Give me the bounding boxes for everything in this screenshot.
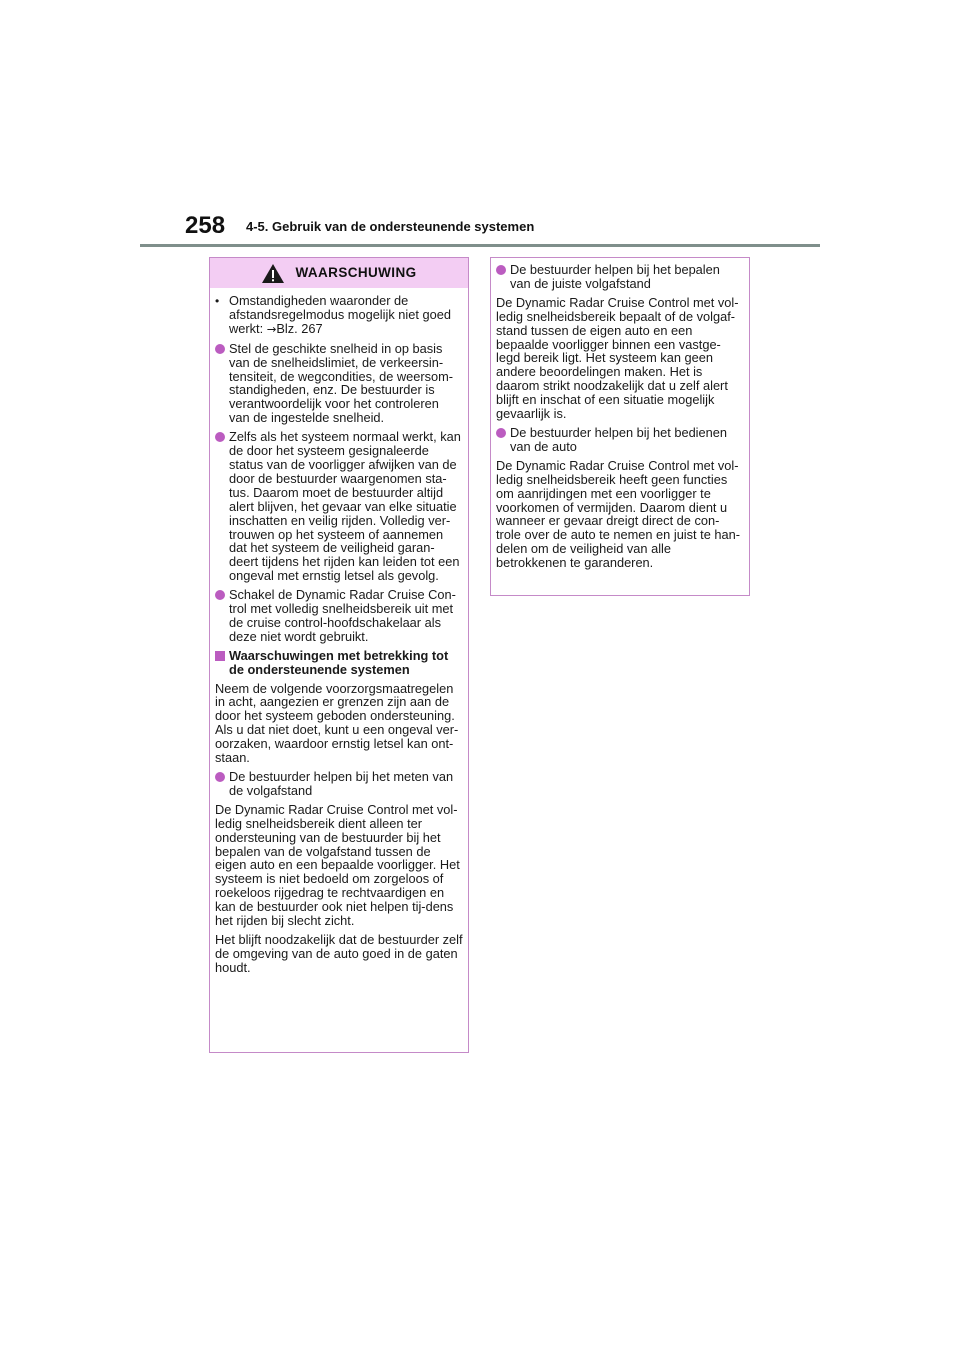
item-text: De bestuurder helpen bij het meten van de volgafstand: [229, 769, 454, 798]
header-rule: [140, 244, 820, 247]
dot-marker: [215, 588, 229, 644]
list-item: [496, 263, 744, 291]
warning-title: WAARSCHUWING: [295, 265, 417, 281]
paragraph: Het blijft noodzakelijk dat de bestuurder zelf de omgeving van de auto goed in de gaten houdt.: [215, 931, 463, 975]
item-text: De bestuurder helpen bij het bepalen van de juiste volgafstand: [510, 262, 720, 291]
list-item: [215, 342, 463, 425]
dot-marker: [215, 342, 229, 425]
page-reference: Blz. 267: [276, 320, 323, 336]
bullet-marker: •: [215, 294, 220, 308]
list-item: [215, 588, 463, 644]
dot-marker: [215, 770, 229, 798]
warning-box: [209, 257, 469, 1053]
warning-content-continued: [491, 258, 749, 570]
dot-marker: [496, 263, 510, 291]
item-text: Zelfs als het systeem normaal werkt, kan de door het systeem gesignaleerde status van de voorligger afwijken van de door de bestuurder waargenomen sta-tus. Daarom moet de bestuurder altijd alert blijven, het gevaar van elke situatie inschatten en veilig rijden. Volledig ver-trouwen op het systeem of aannemen dat het systeem de veiligheid garan-deert tijdens het rijden kan leiden tot een ongeval met ernstig letsel als gevolg.: [229, 429, 461, 584]
warning-content: [210, 288, 468, 975]
item-text: Stel de geschikte snelheid in op basis van de snelheidslimiet, de verkeersin-tensiteit, de wegcondities, de weersom-standigheden, enz. De bestuurder is verantwoordelijk voor het controleren van de ingestelde snelheid.: [229, 340, 454, 426]
paragraph: De Dynamic Radar Cruise Control met vol-ledig snelheidsbereik dient alleen ter ondersteuning van de bestuurder bij het bepalen van de volgafstand tussen de eigen auto en een bepaalde voorligger. Het systeem is niet bedoeld om zorgeloos of roekeloos rijgedrag te rechtvaardigen en kan de bestuurder ook niet helpen tij-dens het rijden bij slecht zicht.: [215, 801, 460, 929]
paragraph: De Dynamic Radar Cruise Control met vol-ledig snelheidsbereik heeft geen functies om aanrijdingen met een voorligger te voorkomen of vermijden. Daarom dient u wanneer er gevaar dreigt direct de con-trole over de auto te nemen en juist te han-delen om de veiligheid van alle betrokkenen te garanderen.: [496, 457, 741, 571]
list-item: [215, 770, 463, 798]
section-heading-text: Waarschuwingen met betrekking tot de ondersteunende systemen: [229, 647, 449, 677]
paragraph: Neem de volgende voorzorgsmaatregelen in acht, aangezien er grenzen zijn aan de door het systeem geboden ondersteuning. Als u dat niet doet, kunt u een ongeval ver-oorzaken, waardoor ernstig letsel kan ont-staan.: [215, 680, 459, 766]
item-text: De bestuurder helpen bij het bedienen van de auto: [510, 424, 727, 454]
paragraph: De Dynamic Radar Cruise Control met vol-ledig snelheidsbereik bepaalt of de volgaf-stand tussen de eigen auto en een bepaalde voorligger binnen een vastge-legd bereik ligt. Het systeem kan geen andere beoordelingen maken. Het is daarom strikt noodzakelijk dat u zelf alert blijft en inschat of een situatie mogelijk gevaarlijk is.: [496, 294, 739, 422]
warning-box-continued: [490, 257, 750, 596]
dot-marker: [496, 426, 510, 454]
page-number: 258: [185, 212, 226, 239]
item-text: Omstandigheden waaronder de afstandsregelmodus mogelijk niet goed werkt: →Blz. 267: [229, 293, 451, 336]
warning-header: [210, 258, 468, 288]
chapter-title: 4-5. Gebruik van de ondersteunende systemen: [246, 219, 535, 234]
dot-marker: [215, 430, 229, 583]
section-heading: [215, 649, 463, 677]
list-item: [496, 426, 744, 454]
item-text: Schakel de Dynamic Radar Cruise Con-trol met volledig snelheidsbereik uit met de cruise control-hoofdschakelaar als deze niet wordt gebruikt.: [229, 587, 456, 644]
square-marker: [215, 649, 229, 677]
list-item: [215, 294, 463, 337]
ref-arrow-icon: →: [266, 321, 277, 336]
warning-triangle-icon: [261, 263, 285, 284]
list-item: [215, 430, 463, 583]
